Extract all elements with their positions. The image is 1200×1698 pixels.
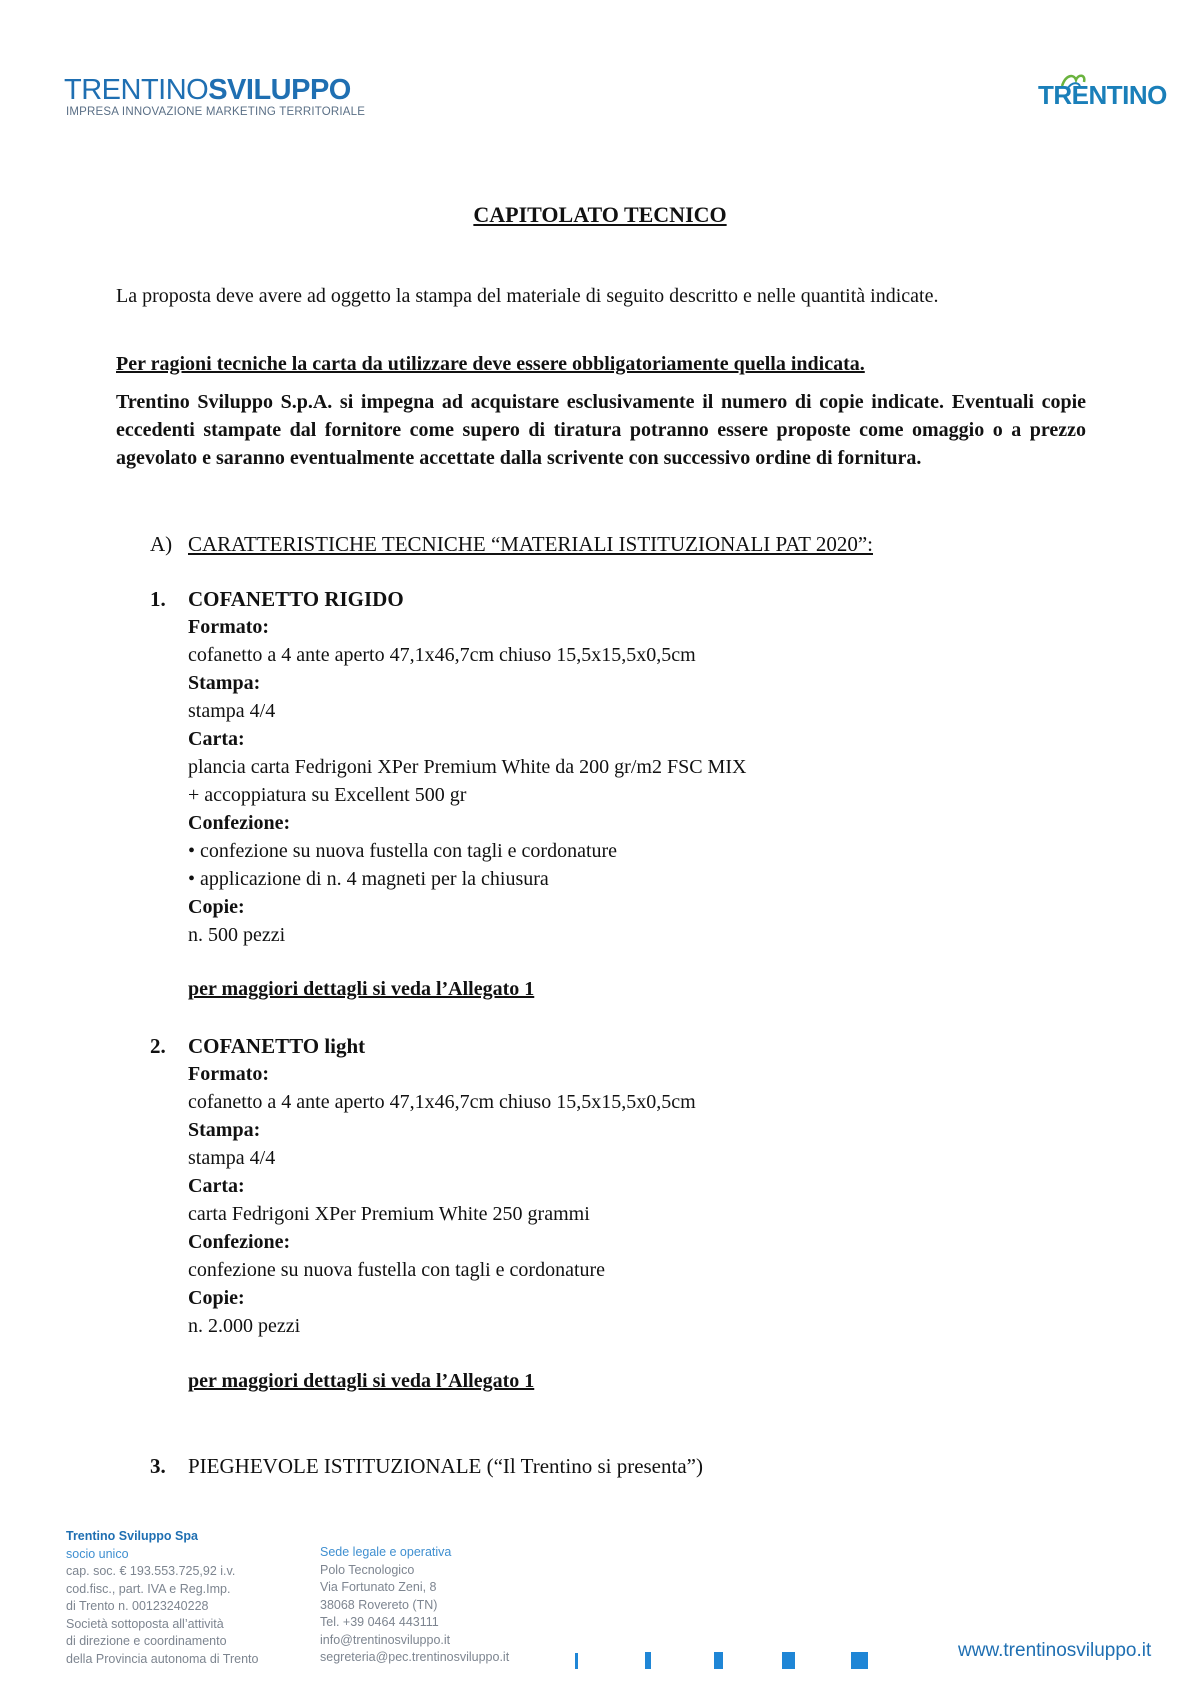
confezione-label: Confezione: xyxy=(188,1231,291,1253)
stampa-value: stampa 4/4 xyxy=(188,1147,276,1169)
carta-value-1: carta Fedrigoni XPer Premium White 250 grammi xyxy=(188,1203,590,1225)
footer-address-line: 38068 Rovereto (TN) xyxy=(320,1597,438,1612)
footer-address-line: Tel. +39 0464 443111 xyxy=(320,1615,439,1629)
item-3-title: PIEGHEVOLE ISTITUZIONALE (“Il Trentino si presenta”) xyxy=(188,1454,703,1478)
copie-label: Copie: xyxy=(188,896,245,918)
confezione-value-1: confezione su nuova fustella con tagli e cordonature xyxy=(188,1259,606,1281)
footer-website-link[interactable]: www.trentinosviluppo.it xyxy=(958,1640,1152,1661)
footer-left-line: cod.fisc., part. IVA e Reg.Imp. xyxy=(66,1581,231,1596)
footer-address-heading: Sede legale e operativa xyxy=(320,1545,452,1559)
confezione-value-1: • confezione su nuova fustella con tagli e cordonature xyxy=(188,840,618,862)
item-2-heading xyxy=(150,1032,365,1060)
item-1-attachment-ref: per maggiori dettagli si veda l’Allegato 1 xyxy=(188,978,535,1000)
footer-left-line: di direzione e coordinamento xyxy=(66,1634,227,1648)
item-1-details xyxy=(188,613,1088,949)
footer-company-info xyxy=(66,1528,258,1668)
logo-text-light: TRENTINO xyxy=(64,74,209,106)
formato-label: Formato: xyxy=(188,616,270,638)
item-2-details xyxy=(188,1060,1088,1340)
commitment-paragraph: Trentino Sviluppo S.p.A. si impegna ad acquistare esclusivamente il numero di copie indicate. Eventuali copie eccedenti stampate dal fornitore come supero di tiratura potranno essere proposte come omaggio o a prezzo agevolato e saranno eventualmente accettate dalla scrivente con successivo ordine di fornitura. xyxy=(116,391,1086,469)
intro-paragraph: La proposta deve avere ad oggetto la stampa del materiale di seguito descritto e nelle quantità indicate. xyxy=(116,285,939,307)
carta-value-1: plancia carta Fedrigoni XPer Premium White da 200 gr/m2 FSC MIX xyxy=(188,756,747,778)
confezione-label: Confezione: xyxy=(188,812,291,834)
copie-label: Copie: xyxy=(188,1287,245,1309)
formato-value: cofanetto a 4 ante aperto 47,1x46,7cm chiuso 15,5x15,5x0,5cm xyxy=(188,644,696,666)
logo-tagline: IMPRESA INNOVAZIONE MARKETING TERRITORIALE xyxy=(66,106,366,118)
footer-email-link[interactable]: info@trentinosviluppo.it xyxy=(320,1632,451,1647)
logo-text-bold: SVILUPPO xyxy=(208,74,351,106)
section-a-heading xyxy=(150,530,873,558)
copie-value: n. 500 pezzi xyxy=(188,924,286,946)
page-title: CAPITOLATO TECNICO xyxy=(473,202,727,227)
footer-bar-4 xyxy=(782,1652,795,1669)
item-2-attachment-ref: per maggiori dettagli si veda l’Allegato 1 xyxy=(188,1370,535,1392)
confezione-value-2: • applicazione di n. 4 magneti per la chiusura xyxy=(188,868,549,890)
footer-address-line: Via Fortunato Zeni, 8 xyxy=(320,1580,437,1594)
footer-left-line: socio unico xyxy=(66,1546,129,1561)
trentino-logo-b: ENTINO xyxy=(1071,80,1167,110)
footer-bar-5 xyxy=(851,1652,868,1669)
footer-left-line: cap. soc. € 193.553.725,92 i.v. xyxy=(66,1564,236,1578)
stampa-label: Stampa: xyxy=(188,672,261,694)
section-a-title: CARATTERISTICHE TECNICHE “MATERIALI ISTITUZIONALI PAT 2020”: xyxy=(188,532,873,556)
trentino-sviluppo-logo xyxy=(64,76,351,105)
footer-address xyxy=(320,1544,509,1667)
formato-label: Formato: xyxy=(188,1063,270,1085)
footer-address-line: Polo Tecnologico xyxy=(320,1562,415,1577)
trentino-logo-a: TR xyxy=(1038,80,1072,110)
item-3-heading xyxy=(150,1452,703,1480)
item-2-number: 2. xyxy=(150,1034,166,1058)
footer-bar-2 xyxy=(645,1652,651,1669)
carta-value-2: + accoppiatura su Excellent 500 gr xyxy=(188,784,467,806)
trentino-logo xyxy=(1038,82,1167,108)
footer-pec-link[interactable]: segreteria@pec.trentinosviluppo.it xyxy=(320,1650,510,1664)
formato-value: cofanetto a 4 ante aperto 47,1x46,7cm chiuso 15,5x15,5x0,5cm xyxy=(188,1091,696,1113)
footer-left-line: Società sottoposta all’attività xyxy=(66,1616,224,1631)
footer-left-line: della Provincia autonoma di Trento xyxy=(66,1651,259,1666)
footer-left-line: di Trento n. 00123240228 xyxy=(66,1599,209,1613)
copie-value: n. 2.000 pezzi xyxy=(188,1315,301,1337)
section-a-label: A) xyxy=(150,532,173,556)
footer-bar-1 xyxy=(575,1653,578,1669)
item-1-heading xyxy=(150,585,404,613)
footer-company-name: Trentino Sviluppo Spa xyxy=(66,1529,198,1543)
item-1-title: COFANETTO RIGIDO xyxy=(188,587,404,611)
footer-bar-3 xyxy=(714,1652,723,1669)
item-3-number: 3. xyxy=(150,1454,166,1478)
paper-note: Per ragioni tecniche la carta da utilizzare deve essere obbligatoriamente quella indicata. xyxy=(116,353,865,375)
item-1-number: 1. xyxy=(150,587,166,611)
item-2-title: COFANETTO light xyxy=(188,1034,366,1058)
stampa-label: Stampa: xyxy=(188,1119,261,1141)
carta-label: Carta: xyxy=(188,1175,245,1197)
carta-label: Carta: xyxy=(188,728,245,750)
stampa-value: stampa 4/4 xyxy=(188,700,276,722)
